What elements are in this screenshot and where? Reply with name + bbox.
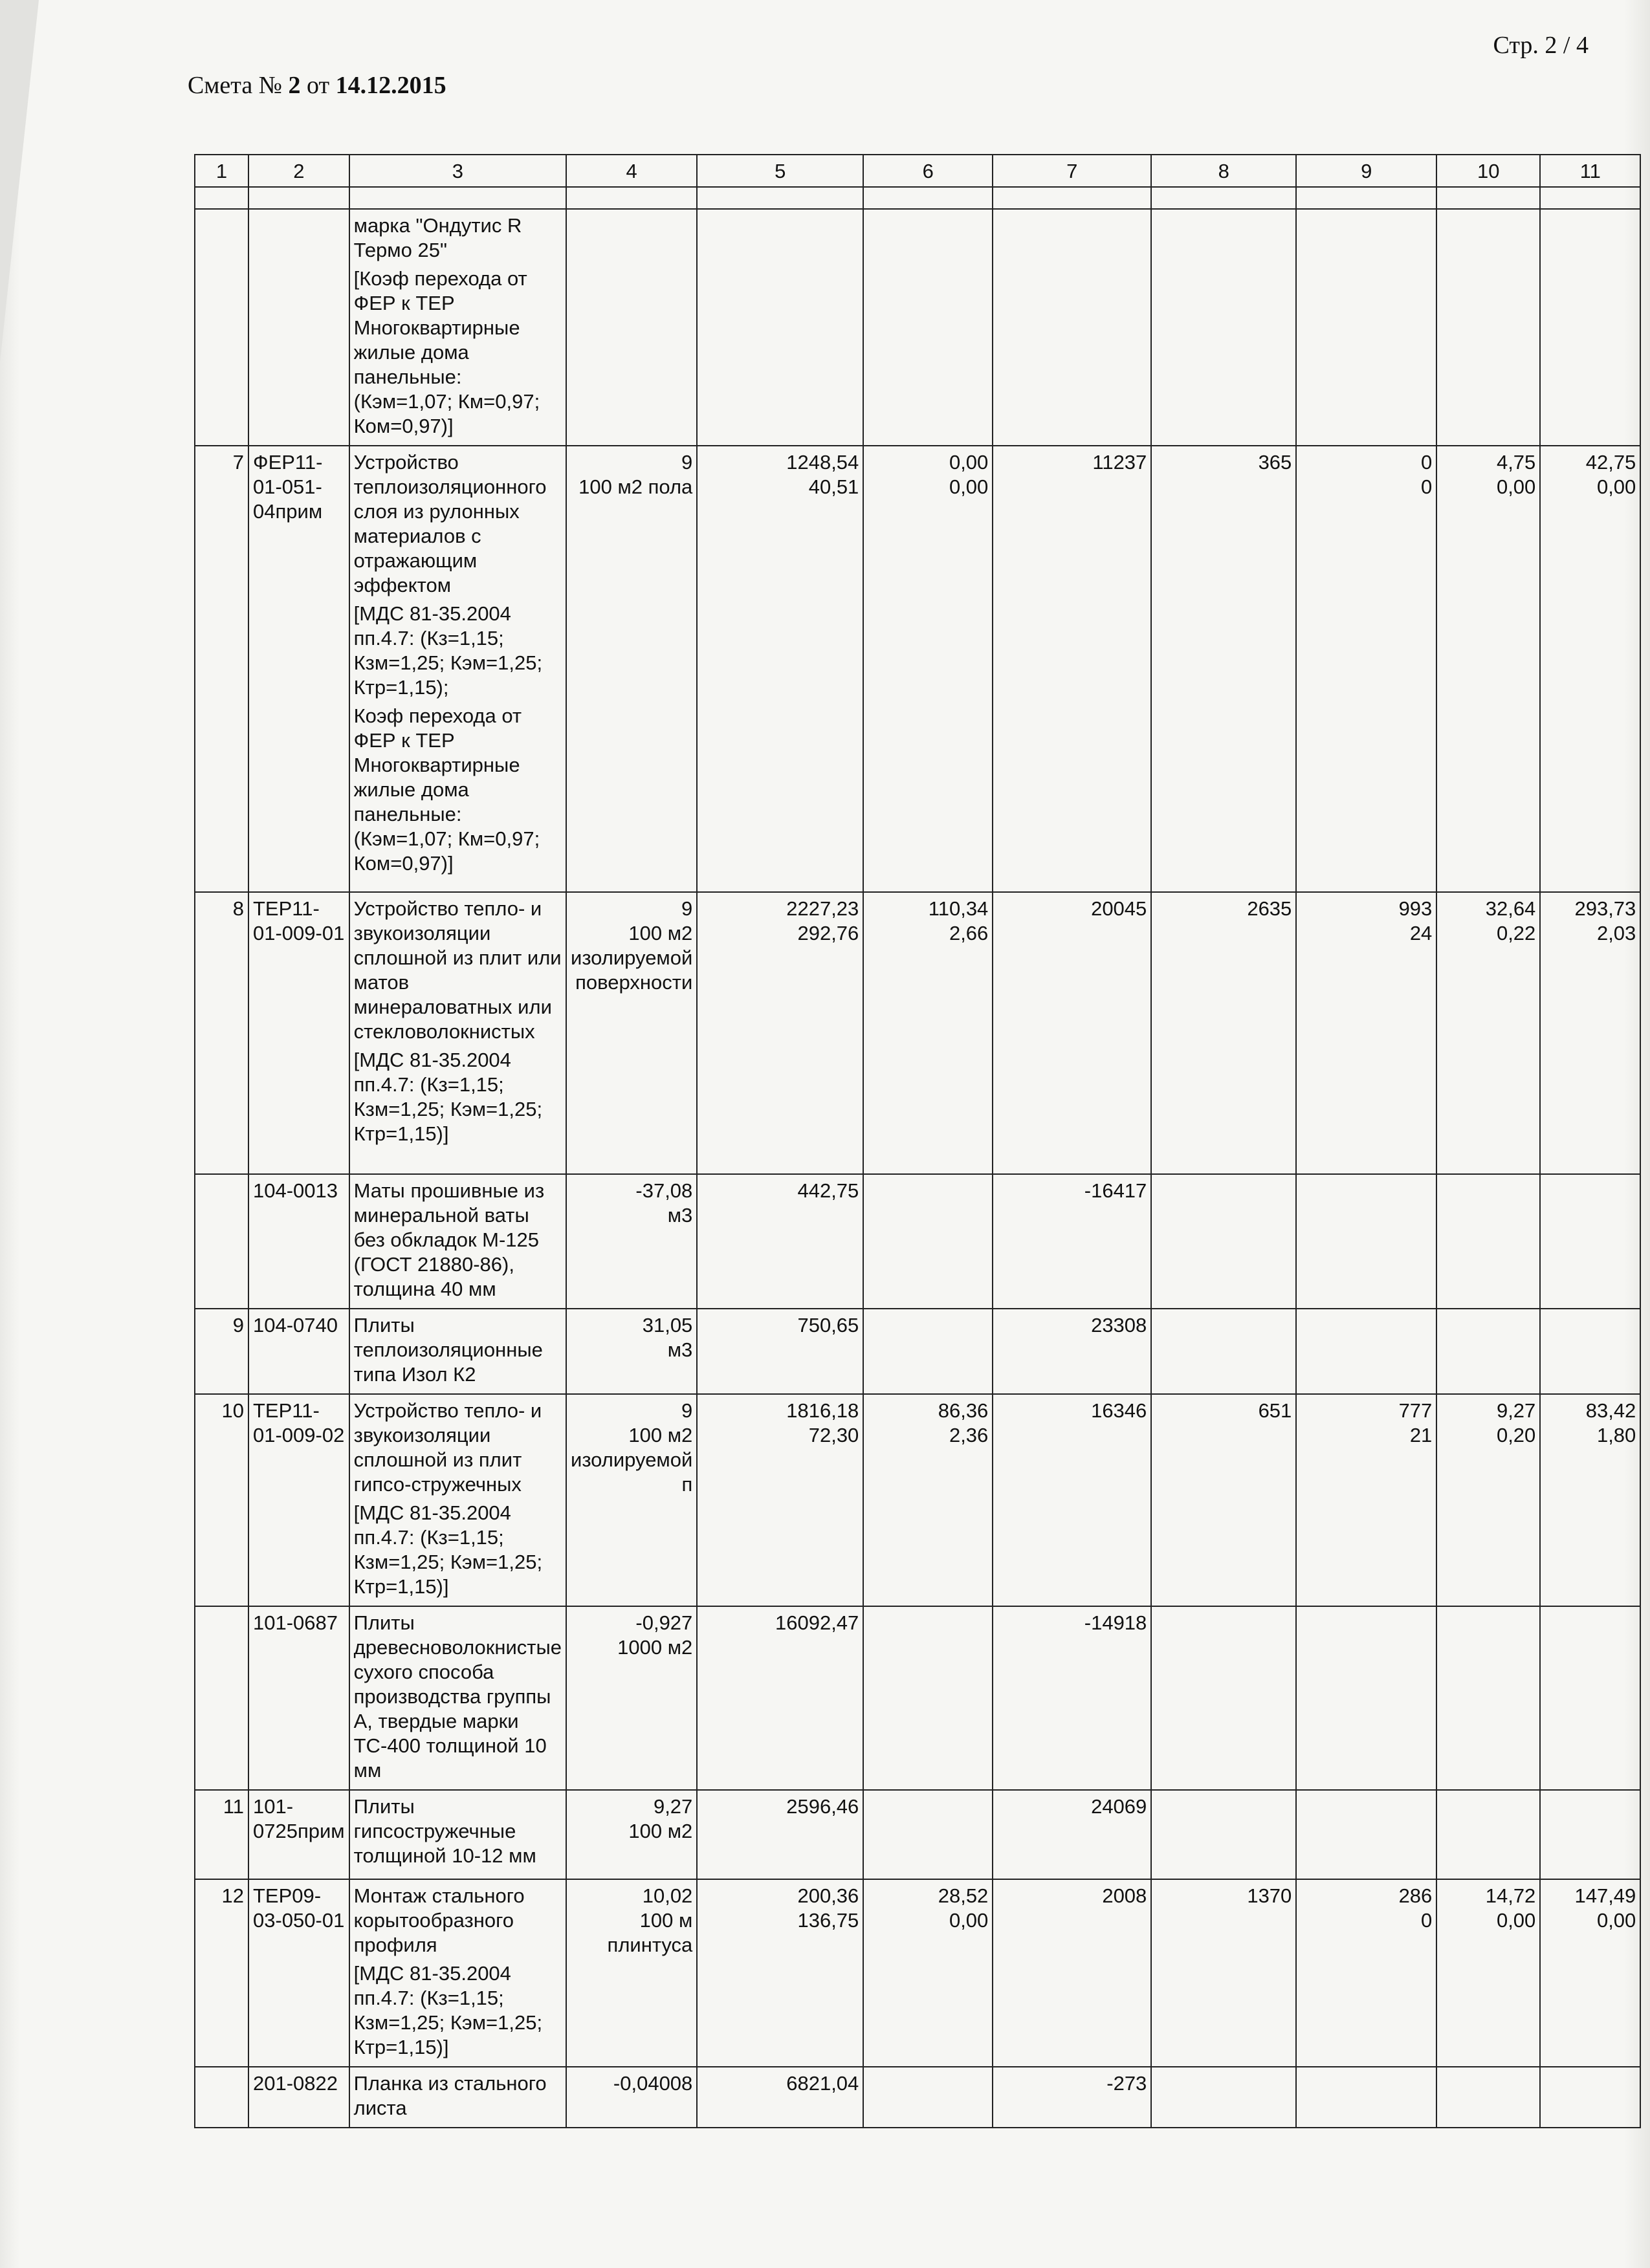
c11-cell <box>1540 1879 1640 2067</box>
quantity-value: 9 <box>681 897 693 920</box>
c11-cell <box>1540 1174 1640 1309</box>
c7-value: 23308 <box>1091 1314 1147 1336</box>
quantity-cell <box>566 892 697 1174</box>
description-text: Маты прошивные из минеральной ваты без обкладок М-125 (ГОСТ 21880-86), толщина 40 мм <box>353 1179 545 1300</box>
c6-cell <box>863 1174 993 1309</box>
unit-label: 100 м2 пола <box>578 475 693 498</box>
c5-cell <box>697 1309 863 1394</box>
c10-value-top: 14,72 <box>1485 1884 1536 1907</box>
c6-cell <box>863 892 993 1174</box>
quantity-value: -0,927 <box>635 1611 693 1634</box>
c8-value: 1370 <box>1247 1884 1292 1907</box>
c10-value-bottom: 0,00 <box>1496 475 1536 498</box>
c6-value-bottom: 0,00 <box>949 1909 989 1932</box>
quantity-value: 31,05 <box>642 1314 693 1336</box>
row-number-cell <box>195 1790 248 1879</box>
c11-value-top: 83,42 <box>1585 1399 1636 1422</box>
row-number: 10 <box>221 1399 244 1422</box>
c9-cell <box>1296 1790 1436 1879</box>
row-number-cell <box>195 209 248 446</box>
spacer-cell <box>993 187 1151 209</box>
quantity-cell <box>566 1174 697 1309</box>
c11-value-bottom: 2,03 <box>1596 922 1636 944</box>
description-text: Плиты гипсостружечные толщиной 10-12 мм <box>353 1795 536 1867</box>
spacer-cell <box>1296 187 1436 209</box>
c5-value-bottom: 136,75 <box>797 1909 859 1932</box>
c7-value: 2008 <box>1102 1884 1147 1907</box>
description-text: [МДС 81-35.2004 пп.4.7: (Кз=1,15; Кзм=1,25; Кэм=1,25; Ктр=1,15)] <box>353 1049 543 1145</box>
estimate-number: 2 <box>288 72 301 99</box>
c9-value-top: 0 <box>1421 451 1433 474</box>
description-cell <box>349 1174 566 1309</box>
spacer-cell <box>697 187 863 209</box>
quantity-value: 9 <box>681 451 693 474</box>
column-header: 3 <box>349 155 566 187</box>
quantity-value: 9,27 <box>653 1795 693 1818</box>
description-cell <box>349 1309 566 1394</box>
row-number-cell <box>195 446 248 892</box>
c9-value-bottom: 21 <box>1409 1424 1433 1446</box>
date-prefix: от <box>306 72 330 99</box>
c7-cell <box>993 2067 1151 2128</box>
c8-cell <box>1151 892 1296 1174</box>
row-number-cell <box>195 1879 248 2067</box>
table-row <box>195 2067 1640 2128</box>
c11-cell <box>1540 1790 1640 1879</box>
code-cell <box>248 1394 349 1606</box>
c5-value-bottom: 72,30 <box>808 1424 859 1446</box>
c6-cell <box>863 1879 993 2067</box>
c8-cell <box>1151 1879 1296 2067</box>
code-cell <box>248 2067 349 2128</box>
c7-cell <box>993 1174 1151 1309</box>
code-cell <box>248 1879 349 2067</box>
c5-cell <box>697 1879 863 2067</box>
rate-code: ТЕР11-01-009-01 <box>253 897 345 944</box>
c10-cell <box>1436 209 1540 446</box>
c11-value-bottom: 1,80 <box>1596 1424 1636 1446</box>
row-number: 11 <box>223 1795 244 1818</box>
rate-code: 201-0822 <box>253 2072 338 2095</box>
unit-label: 1000 м2 <box>617 1636 693 1659</box>
description-cell <box>349 1394 566 1606</box>
column-header: 8 <box>1151 155 1296 187</box>
estimate-date: 14.12.2015 <box>335 72 446 99</box>
c5-cell <box>697 1394 863 1606</box>
table-row <box>195 209 1640 446</box>
c10-cell <box>1436 1174 1540 1309</box>
c8-value: 2635 <box>1247 897 1292 920</box>
table-row <box>195 446 1640 892</box>
c9-value-top: 286 <box>1398 1884 1433 1907</box>
column-number-row <box>195 155 1640 187</box>
code-cell <box>248 892 349 1174</box>
code-cell <box>248 1309 349 1394</box>
row-number-cell <box>195 1606 248 1790</box>
c10-cell <box>1436 2067 1540 2128</box>
unit-label: 100 м2 <box>628 1820 693 1842</box>
description-text: [МДС 81-35.2004 пп.4.7: (Кз=1,15; Кзм=1,25; Кэм=1,25; Ктр=1,15)] <box>353 1962 543 2058</box>
description-text: [МДС 81-35.2004 пп.4.7: (Кз=1,15; Кзм=1,25; Кэм=1,25; Ктр=1,15)] <box>353 1501 543 1598</box>
c9-cell <box>1296 892 1436 1174</box>
c5-value-top: 1248,54 <box>786 451 859 474</box>
spacer-cell <box>349 187 566 209</box>
code-cell <box>248 209 349 446</box>
table-row <box>195 1394 1640 1606</box>
unit-label: 100 м2 изолируемой п <box>571 1424 693 1496</box>
spacer-cell <box>1151 187 1296 209</box>
description-cell <box>349 209 566 446</box>
c6-value-top: 28,52 <box>938 1884 989 1907</box>
unit-label: 100 м2 изолируемой поверхности <box>571 922 693 994</box>
description-text: Устройство тепло- и звукоизоляции сплошной из плит или матов минераловатных или стекловолокнистых <box>353 897 562 1043</box>
c11-value-bottom: 0,00 <box>1596 475 1636 498</box>
column-header: 7 <box>993 155 1151 187</box>
c5-value-top: 2596,46 <box>786 1795 859 1818</box>
rate-code: 101-0725прим <box>253 1795 345 1842</box>
c5-cell <box>697 209 863 446</box>
rate-code: 101-0687 <box>253 1611 338 1634</box>
spacer-cell <box>863 187 993 209</box>
row-number: 8 <box>232 897 244 920</box>
c10-cell <box>1436 892 1540 1174</box>
c8-cell <box>1151 1790 1296 1879</box>
c9-value-top: 993 <box>1398 897 1433 920</box>
c10-value-top: 9,27 <box>1496 1399 1536 1422</box>
c9-cell <box>1296 1309 1436 1394</box>
c5-cell <box>697 2067 863 2128</box>
c6-value-bottom: 0,00 <box>949 475 989 498</box>
c6-cell <box>863 1606 993 1790</box>
description-text: Монтаж стального корытообразного профиля <box>353 1884 525 1956</box>
c8-cell <box>1151 209 1296 446</box>
quantity-cell <box>566 2067 697 2128</box>
c9-cell <box>1296 1879 1436 2067</box>
description-cell <box>349 446 566 892</box>
c11-cell <box>1540 446 1640 892</box>
c5-value-top: 750,65 <box>797 1314 859 1336</box>
c5-cell <box>697 446 863 892</box>
description-text: Плиты теплоизоляционные типа Изол К2 <box>353 1314 543 1386</box>
c10-cell <box>1436 1790 1540 1879</box>
c10-value-bottom: 0,00 <box>1496 1909 1536 1932</box>
description-cell <box>349 1790 566 1879</box>
quantity-cell <box>566 446 697 892</box>
row-number-cell <box>195 1174 248 1309</box>
quantity-value: 10,02 <box>642 1884 693 1907</box>
description-text: Коэф перехода от ФЕР к ТЕР Многоквартирные жилые дома панельные: (Кэм=1,07; Км=0,97; Ком=0,97)] <box>353 704 540 875</box>
description-cell <box>349 2067 566 2128</box>
c5-value-top: 16092,47 <box>775 1611 859 1634</box>
c7-value: 24069 <box>1091 1795 1147 1818</box>
table-row <box>195 1790 1640 1879</box>
column-header: 6 <box>863 155 993 187</box>
row-number-cell <box>195 1394 248 1606</box>
column-header: 4 <box>566 155 697 187</box>
description-text: Устройство теплоизоляционного слоя из рулонных материалов с отражающим эффектом <box>353 451 547 596</box>
column-header: 2 <box>248 155 349 187</box>
c6-cell <box>863 2067 993 2128</box>
c7-cell <box>993 1879 1151 2067</box>
column-header: 9 <box>1296 155 1436 187</box>
c8-cell <box>1151 1174 1296 1309</box>
description-cell <box>349 892 566 1174</box>
row-number: 7 <box>232 451 244 474</box>
c7-cell <box>993 1394 1151 1606</box>
rate-code: ТЕР11-01-009-02 <box>253 1399 345 1446</box>
c9-cell <box>1296 1394 1436 1606</box>
table-row <box>195 892 1640 1174</box>
c7-cell <box>993 1309 1151 1394</box>
description-text: Устройство тепло- и звукоизоляции сплошной из плит гипсо-стружечных <box>353 1399 542 1496</box>
column-header: 5 <box>697 155 863 187</box>
spacer-row <box>195 187 1640 209</box>
spacer-cell <box>248 187 349 209</box>
c5-cell <box>697 1606 863 1790</box>
page-corner-fold <box>0 0 39 362</box>
c6-cell <box>863 446 993 892</box>
c9-cell <box>1296 1606 1436 1790</box>
c5-cell <box>697 892 863 1174</box>
document-title <box>188 71 446 100</box>
c8-cell <box>1151 1394 1296 1606</box>
description-cell <box>349 1879 566 2067</box>
c11-value-top: 42,75 <box>1585 451 1636 474</box>
c7-value: -14918 <box>1084 1611 1147 1634</box>
c9-cell <box>1296 446 1436 892</box>
c10-value-bottom: 0,22 <box>1496 922 1536 944</box>
column-header: 1 <box>195 155 248 187</box>
rate-code: ФЕР11-01-051-04прим <box>253 451 323 523</box>
description-text: [Коэф перехода от ФЕР к ТЕР Многоквартирные жилые дома панельные: (Кэм=1,07; Км=0,97; Ком=0,97)] <box>353 267 540 437</box>
code-cell <box>248 1790 349 1879</box>
c7-value: 20045 <box>1091 897 1147 920</box>
table-row <box>195 1879 1640 2067</box>
spacer-cell <box>195 187 248 209</box>
c8-value: 651 <box>1258 1399 1292 1422</box>
c11-value-top: 147,49 <box>1574 1884 1636 1907</box>
spacer-cell <box>1540 187 1640 209</box>
c6-value-top: 86,36 <box>938 1399 989 1422</box>
quantity-value: -0,04008 <box>613 2072 693 2095</box>
c6-value-top: 0,00 <box>949 451 989 474</box>
c9-value-bottom: 24 <box>1409 922 1433 944</box>
c8-cell <box>1151 1309 1296 1394</box>
quantity-cell <box>566 1790 697 1879</box>
spacer-cell <box>1436 187 1540 209</box>
quantity-cell <box>566 1879 697 2067</box>
description-cell <box>349 1606 566 1790</box>
c8-cell <box>1151 446 1296 892</box>
c10-cell <box>1436 1879 1540 2067</box>
c5-value-bottom: 292,76 <box>797 922 859 944</box>
spacer-cell <box>566 187 697 209</box>
c5-value-bottom: 40,51 <box>808 475 859 498</box>
quantity-cell <box>566 1309 697 1394</box>
c7-cell <box>993 209 1151 446</box>
table-row <box>195 1174 1640 1309</box>
rate-code: 104-0013 <box>253 1179 338 1202</box>
c6-value-top: 110,34 <box>928 897 989 920</box>
unit-label: м3 <box>667 1338 693 1361</box>
c6-cell <box>863 1309 993 1394</box>
c11-value-top: 293,73 <box>1574 897 1636 920</box>
c11-cell <box>1540 1309 1640 1394</box>
c9-value-bottom: 0 <box>1421 475 1433 498</box>
c9-value-top: 777 <box>1398 1399 1433 1422</box>
c5-cell <box>697 1790 863 1879</box>
c6-value-bottom: 2,36 <box>949 1424 989 1446</box>
quantity-cell <box>566 209 697 446</box>
rate-code: ТЕР09-03-050-01 <box>253 1884 345 1932</box>
unit-label: 100 м плинтуса <box>607 1909 693 1956</box>
c5-value-top: 6821,04 <box>786 2072 859 2095</box>
c5-value-top: 2227,23 <box>786 897 859 920</box>
c10-value-top: 32,64 <box>1485 897 1536 920</box>
quantity-value: -37,08 <box>635 1179 693 1202</box>
c6-cell <box>863 1394 993 1606</box>
c11-cell <box>1540 892 1640 1174</box>
table-row <box>195 1309 1640 1394</box>
c7-value: -273 <box>1106 2072 1147 2095</box>
description-text: Планка из стального листа <box>353 2072 547 2119</box>
c7-value: 11237 <box>1092 451 1147 474</box>
c7-cell <box>993 1606 1151 1790</box>
c8-cell <box>1151 2067 1296 2128</box>
title-prefix: Смета № <box>188 72 282 99</box>
c11-cell <box>1540 1606 1640 1790</box>
c10-value-bottom: 0,20 <box>1496 1424 1536 1446</box>
c8-cell <box>1151 1606 1296 1790</box>
row-number-cell <box>195 892 248 1174</box>
table-row <box>195 1606 1640 1790</box>
quantity-cell <box>566 1606 697 1790</box>
unit-label: м3 <box>667 1204 693 1227</box>
column-header: 10 <box>1436 155 1540 187</box>
c7-cell <box>993 446 1151 892</box>
quantity-value: 9 <box>681 1399 693 1422</box>
c10-cell <box>1436 446 1540 892</box>
c8-value: 365 <box>1258 451 1292 474</box>
description-text: [МДС 81-35.2004 пп.4.7: (Кз=1,15; Кзм=1,25; Кэм=1,25; Ктр=1,15); <box>353 602 543 699</box>
c7-value: -16417 <box>1084 1179 1147 1202</box>
rate-code: 104-0740 <box>253 1314 338 1336</box>
description-text: Плиты древесноволокнистые сухого способа производства группы А, твердые марки ТС-400 толщиной 10 мм <box>353 1611 562 1782</box>
c5-value-top: 200,36 <box>797 1884 859 1907</box>
c5-cell <box>697 1174 863 1309</box>
c9-cell <box>1296 209 1436 446</box>
c5-value-top: 442,75 <box>797 1179 859 1202</box>
row-number-cell <box>195 2067 248 2128</box>
page-number: Стр. 2 / 4 <box>1493 32 1589 59</box>
c7-cell <box>993 892 1151 1174</box>
c7-value: 16346 <box>1091 1399 1147 1422</box>
quantity-cell <box>566 1394 697 1606</box>
c10-cell <box>1436 1394 1540 1606</box>
code-cell <box>248 1606 349 1790</box>
c9-cell <box>1296 2067 1436 2128</box>
c6-cell <box>863 209 993 446</box>
c11-cell <box>1540 1394 1640 1606</box>
row-number: 12 <box>221 1884 244 1907</box>
c10-cell <box>1436 1309 1540 1394</box>
c9-value-bottom: 0 <box>1421 1909 1433 1932</box>
c6-cell <box>863 1790 993 1879</box>
c7-cell <box>993 1790 1151 1879</box>
c10-value-top: 4,75 <box>1496 451 1536 474</box>
description-text: марка "Ондутис R Термо 25" <box>353 214 522 261</box>
estimate-table <box>194 154 1641 2128</box>
c5-value-top: 1816,18 <box>786 1399 859 1422</box>
column-header: 11 <box>1540 155 1640 187</box>
row-number: 9 <box>232 1314 244 1336</box>
c11-cell <box>1540 2067 1640 2128</box>
c10-cell <box>1436 1606 1540 1790</box>
c11-cell <box>1540 209 1640 446</box>
row-number-cell <box>195 1309 248 1394</box>
c6-value-bottom: 2,66 <box>949 922 989 944</box>
c9-cell <box>1296 1174 1436 1309</box>
c11-value-bottom: 0,00 <box>1596 1909 1636 1932</box>
code-cell <box>248 446 349 892</box>
code-cell <box>248 1174 349 1309</box>
